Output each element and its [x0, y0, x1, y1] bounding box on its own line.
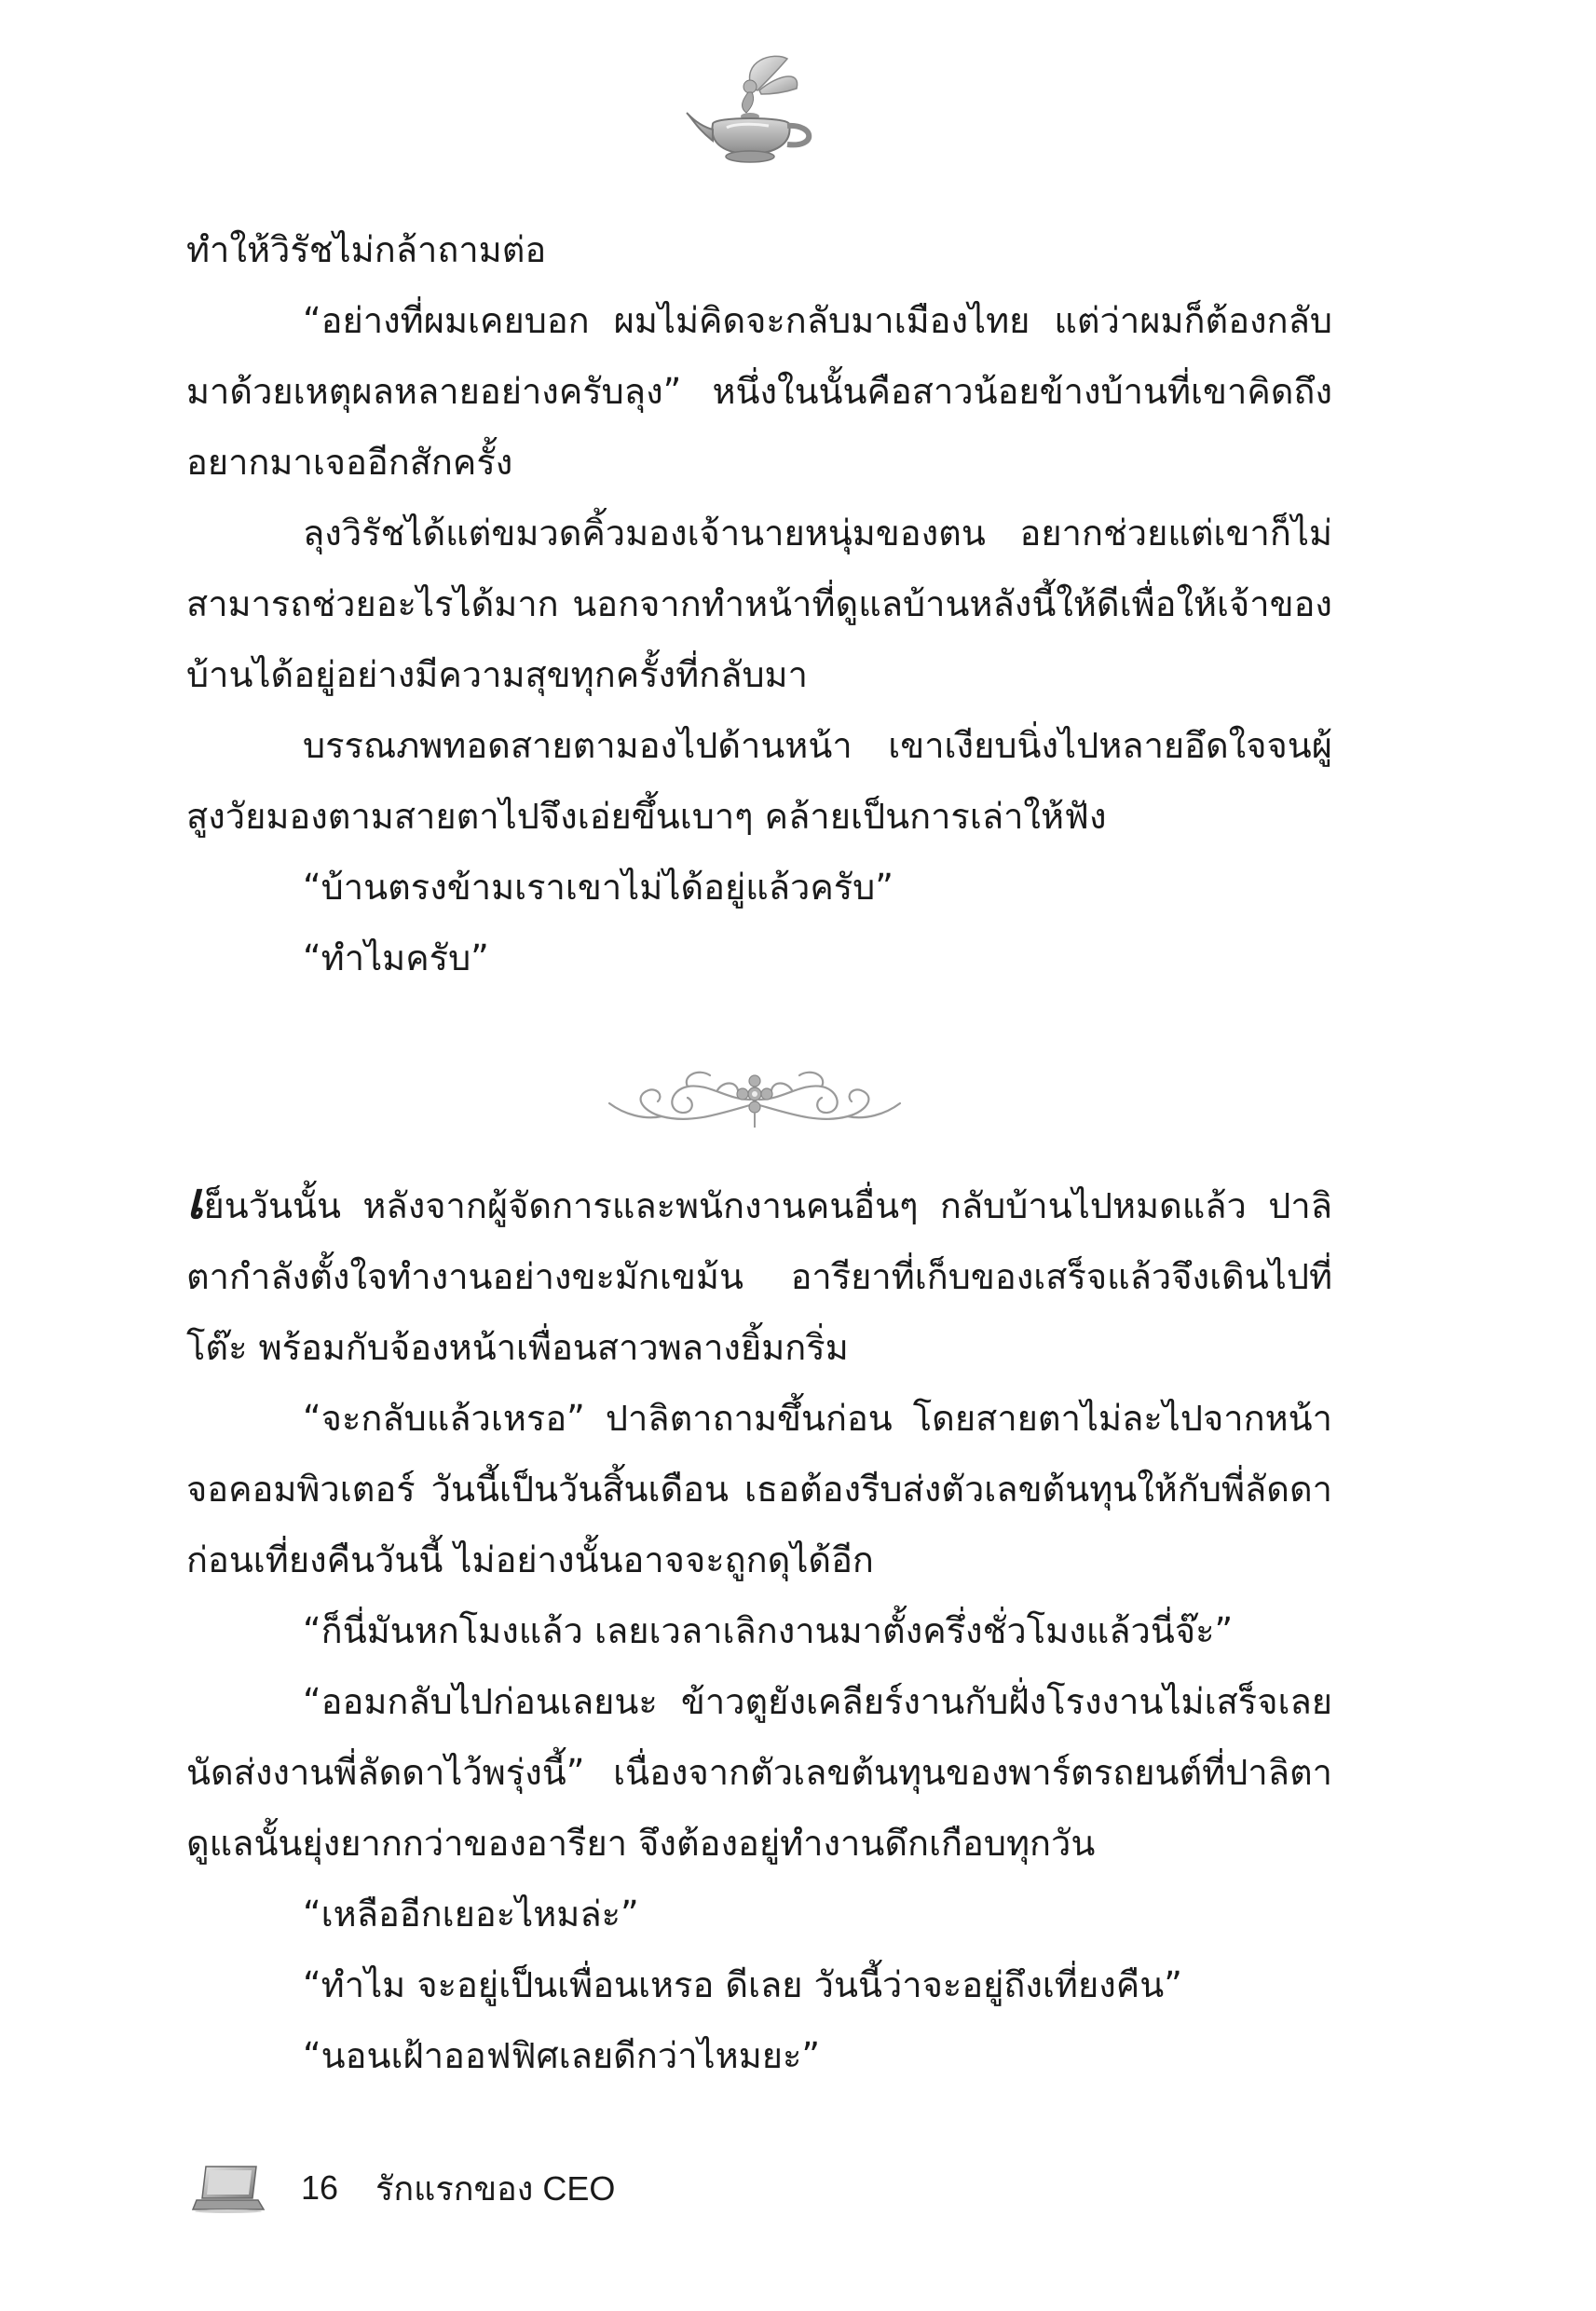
- paragraph: “ออมกลับไปก่อนเลยนะ ข้าวตูยังเคลียร์งานกับฝั่งโรงงานไม่เสร็จเลย นัดส่งงานพี่ลัดดาไว้พรุ่งนี้” เนื่องจากตัวเลขต้นทุนของพาร์ตรถยนต์ที่ปาลิตาดูแลนั้นยุ่งยากกว่าของอารียา จึงต้องอยู่ทำงานดึกเกือบทุกวัน: [186, 1681, 1332, 1864]
- paragraph-with-drop-cap: [186, 1165, 1332, 1383]
- paragraph: “ก็นี่มันหกโมงแล้ว เลยเวลาเลิกงานมาตั้งครึ่งชั่วโมงแล้วนี่จ๊ะ”: [303, 1610, 1234, 1651]
- drop-cap: เ: [186, 1170, 204, 1230]
- text-block-before-divider: [186, 214, 1332, 993]
- paragraph-text: ย็นวันนั้น หลังจากผู้จัดการและพนักงานคนอื่นๆ กลับบ้านไปหมดแล้ว ปาลิตากำลังตั้งใจทำงานอย่างขะมักเขม้น อารียาที่เก็บของเสร็จแล้วจึงเดินไปที่โต๊ะ พร้อมกับจ้องหน้าเพื่อนสาวพลางยิ้มกริ่ม: [186, 1185, 1332, 1368]
- laptop-icon: [191, 2163, 266, 2213]
- paragraph: “ทำไม จะอยู่เป็นเพื่อนเหรอ ดีเลย วันนี้ว่าจะอยู่ถึงเที่ยงคืน”: [303, 1964, 1182, 2005]
- floral-scroll-divider: [596, 1062, 913, 1137]
- paragraph: “ทำไมครับ”: [303, 937, 489, 978]
- teapot-fairy-ornament-icon: [685, 51, 825, 168]
- paragraph: “บ้านตรงข้ามเราเขาไม่ได้อยู่แล้วครับ”: [303, 867, 893, 908]
- paragraph: “อย่างที่ผมเคยบอก ผมไม่คิดจะกลับมาเมืองไทย แต่ว่าผมก็ต้องกลับมาด้วยเหตุผลหลายอย่างครับลุง” หนึ่งในนั้นคือสาวน้อยข้างบ้านที่เขาคิดถึงอยากมาเจออีกสักครั้ง: [186, 300, 1332, 483]
- paragraph: “นอนเฝ้าออฟฟิศเลยดีกว่าไหมยะ”: [303, 2035, 821, 2076]
- paragraph: “จะกลับแล้วเหรอ” ปาลิตาถามขึ้นก่อน โดยสายตาไม่ละไปจากหน้าจอคอมพิวเตอร์ วันนี้เป็นวันสิ้นเดือน เธอต้องรีบส่งตัวเลขต้นทุนให้กับพี่ลัดดาก่อนเที่ยงคืนวันนี้ ไม่อย่างนั้นอาจจะถูกดุได้อีก: [186, 1398, 1332, 1580]
- book-title: รักแรกของ CEO: [375, 2168, 616, 2208]
- paragraph: ทำให้วิรัชไม่กล้าถามต่อ: [186, 229, 547, 270]
- page-number: 16: [301, 2168, 339, 2207]
- text-block-after-divider: [186, 1165, 1332, 2091]
- paragraph: ลุงวิรัชได้แต่ขมวดคิ้วมองเจ้านายหนุ่มของตน อยากช่วยแต่เขาก็ไม่สามารถช่วยอะไรได้มาก นอกจากทำหน้าที่ดูแลบ้านหลังนี้ให้ดีเพื่อให้เจ้าของบ้านได้อยู่อย่างมีความสุขทุกครั้งที่กลับมา: [186, 513, 1332, 695]
- paragraph: “เหลืออีกเยอะไหมล่ะ”: [303, 1894, 639, 1935]
- paragraph: บรรณภพทอดสายตามองไปด้านหน้า เขาเงียบนิ่งไปหลายอึดใจจนผู้สูงวัยมองตามสายตาไปจึงเอ่ยขึ้นเบาๆ คล้ายเป็นการเล่าให้ฟัง: [186, 725, 1332, 837]
- page-footer: [191, 2160, 615, 2216]
